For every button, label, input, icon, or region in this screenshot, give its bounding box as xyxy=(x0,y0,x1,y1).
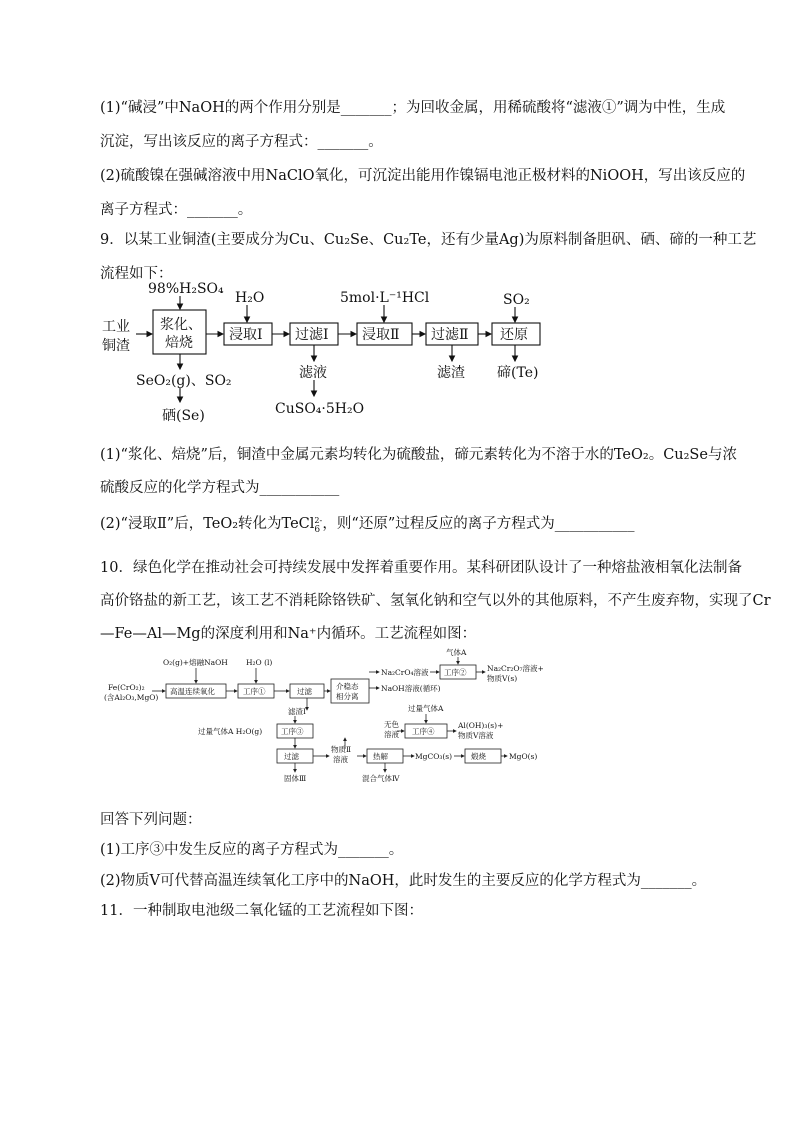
q10-filter1: 滤渣I xyxy=(288,707,306,716)
q9-start-2: 铜渣 xyxy=(102,338,130,354)
q9-out-se: 硒(Se) xyxy=(162,408,205,424)
q10-box-calcine: 煅烧 xyxy=(471,752,486,761)
q9-p2-post: ，则“还原”过程反应的离子方程式为___________ xyxy=(322,516,635,532)
q10-top1: O₂(g)+熔融NaOH xyxy=(163,658,228,667)
q10-aloh-1: Al(OH)₃(s)+ xyxy=(458,721,504,730)
q10-feed-1: Fe(CrO₂)₂ xyxy=(108,683,145,692)
q10-intro-line1: 10．绿色化学在推动社会可持续发展中发挥着重要作用。某科研团队设计了一种熔盐液相氧化法制备 xyxy=(100,560,742,576)
q9-p2-charge: 2- xyxy=(314,516,323,525)
q10-box-step4: 工序④ xyxy=(412,727,435,736)
q9-out-te: 碲(Te) xyxy=(497,365,539,381)
q10-box-filter2: 过滤 xyxy=(284,752,299,761)
q9-reagent-so2: SO₂ xyxy=(503,292,530,308)
q10-m2-1: 物质Ⅱ xyxy=(331,745,352,754)
q9-reagent-hcl: 5mol·L⁻¹HCl xyxy=(340,290,430,306)
q10-box-step1: 工序① xyxy=(243,687,266,696)
q10-mgco3: MgCO₃(s) xyxy=(415,752,453,761)
q10-ask: 回答下列问题： xyxy=(100,812,202,828)
q10-p1: (1)工序③中发生反应的离子方程式为_______。 xyxy=(100,842,404,858)
q9-p1-line1: (1)“浆化、焙烧”后，铜渣中金属元素均转化为硫酸盐，碲元素转化为不溶于水的TeO₂。Cu₂Se与浓 xyxy=(100,447,737,463)
q10-top2: H₂O (l) xyxy=(246,658,273,667)
q9-box-leach1: 浸取I xyxy=(229,327,263,343)
q9-intro-line2: 流程如下： xyxy=(100,266,173,282)
q9-p1-line2: 硫酸反应的化学方程式为___________ xyxy=(100,480,340,496)
q10-wuse-2: 溶液 xyxy=(384,730,399,739)
q10-gas4: 混合气体Ⅳ xyxy=(362,774,400,783)
q9-box-slurry-1: 浆化、 xyxy=(160,317,202,333)
q8-p1-line1: (1)“碱浸”中NaOH的两个作用分别是_______；为回收金属，用稀硫酸将“滤液①”调为中性，生成 xyxy=(100,100,726,116)
q11-intro: 11．一种制取电池级二氧化锰的工艺流程如下图： xyxy=(100,903,423,919)
q9-p2-pre: (2)“浸取Ⅱ”后，TeO₂转化为TeCl xyxy=(100,516,315,532)
q9-box-reduce: 还原 xyxy=(500,327,528,343)
q9-out-seo2: SeO₂(g)、SO₂ xyxy=(136,373,232,389)
q10-gasA: 气体A xyxy=(446,648,467,657)
q9-box-filter1: 过滤I xyxy=(295,327,329,343)
q10-prod1-2: 物质V(s) xyxy=(487,674,518,683)
q10-left-label: 过量气体A H₂O(g) xyxy=(198,727,263,736)
q10-wuse-1: 无色 xyxy=(384,720,399,729)
q10-box-pyrolysis: 热解 xyxy=(373,752,388,761)
q9-flowchart xyxy=(0,270,800,430)
q8-p2-line1: (2)硫酸镍在强碱溶液中用NaClO氧化，可沉淀出能用作镍镉电池正极材料的NiOOH，写出该反应的 xyxy=(100,168,746,184)
q10-p2: (2)物质V可代替高温连续氧化工序中的NaOH，此时发生的主要反应的化学方程式为_______。 xyxy=(100,873,707,889)
q10-solid3: 固体Ⅲ xyxy=(284,774,307,783)
q10-feed-2: (含Al₂O₃,MgO) xyxy=(104,693,159,702)
q9-reagent-h2o: H₂O xyxy=(235,290,265,306)
q10-m2-2: 溶液 xyxy=(333,755,348,764)
q9-p2 xyxy=(100,512,634,533)
q9-start-1: 工业 xyxy=(102,319,130,335)
q9-box-filter2: 过滤Ⅱ xyxy=(431,327,469,343)
q8-p1-line2: 沉淀，写出该反应的离子方程式：_______。 xyxy=(100,134,383,150)
q9-intro-line1: 9．以某工业铜渣(主要成分为Cu、Cu₂Se、Cu₂Te，还有少量Ag)为原料制备胆矾、硒、碲的一种工艺 xyxy=(100,232,757,248)
q10-box-filter: 过滤 xyxy=(297,687,312,696)
q10-intro-line2: 高价铬盐的新工艺，该工艺不消耗除铬铁矿、氢氧化钠和空气以外的其他原料，不产生废弃物，实现了Cr xyxy=(100,593,771,609)
q10-box-step2: 工序② xyxy=(444,668,467,677)
q10-box-step3: 工序③ xyxy=(281,727,304,736)
q10-intro-line3: —Fe—Al—Mg的深度利用和Na⁺内循环。工艺流程如图： xyxy=(100,626,477,642)
q8-p2-line2: 离子方程式：_______。 xyxy=(100,202,253,218)
q9-out-filtrate: 滤液 xyxy=(299,365,327,381)
q9-out-residue: 滤渣 xyxy=(437,365,465,381)
q10-box-oxidation: 高温连续氧化 xyxy=(170,687,215,696)
q10-right-gas: 过量气体A xyxy=(408,704,444,713)
q10-box-phase-2: 相分离 xyxy=(336,692,359,701)
q9-reagent-h2so4: 98%H₂SO₄ xyxy=(148,281,224,297)
q10-r1: Na₂CrO₄溶液 xyxy=(381,668,429,677)
q10-box-phase-1: 介稳态 xyxy=(336,682,359,691)
q10-aloh-2: 物质V溶液 xyxy=(458,731,494,740)
q10-mgo: MgO(s) xyxy=(509,752,538,761)
q9-p2-subscript: 6 xyxy=(314,525,321,535)
q9-box-leach2: 浸取Ⅱ xyxy=(362,327,400,343)
q10-r2: NaOH溶液(循环) xyxy=(381,684,441,693)
q10-prod1-1: Na₂Cr₂O₇溶液+ xyxy=(487,664,544,673)
q9-out-cuso4: CuSO₄·5H₂O xyxy=(275,401,365,417)
q10-flowchart xyxy=(0,645,800,790)
q9-box-slurry-2: 焙烧 xyxy=(165,335,193,351)
